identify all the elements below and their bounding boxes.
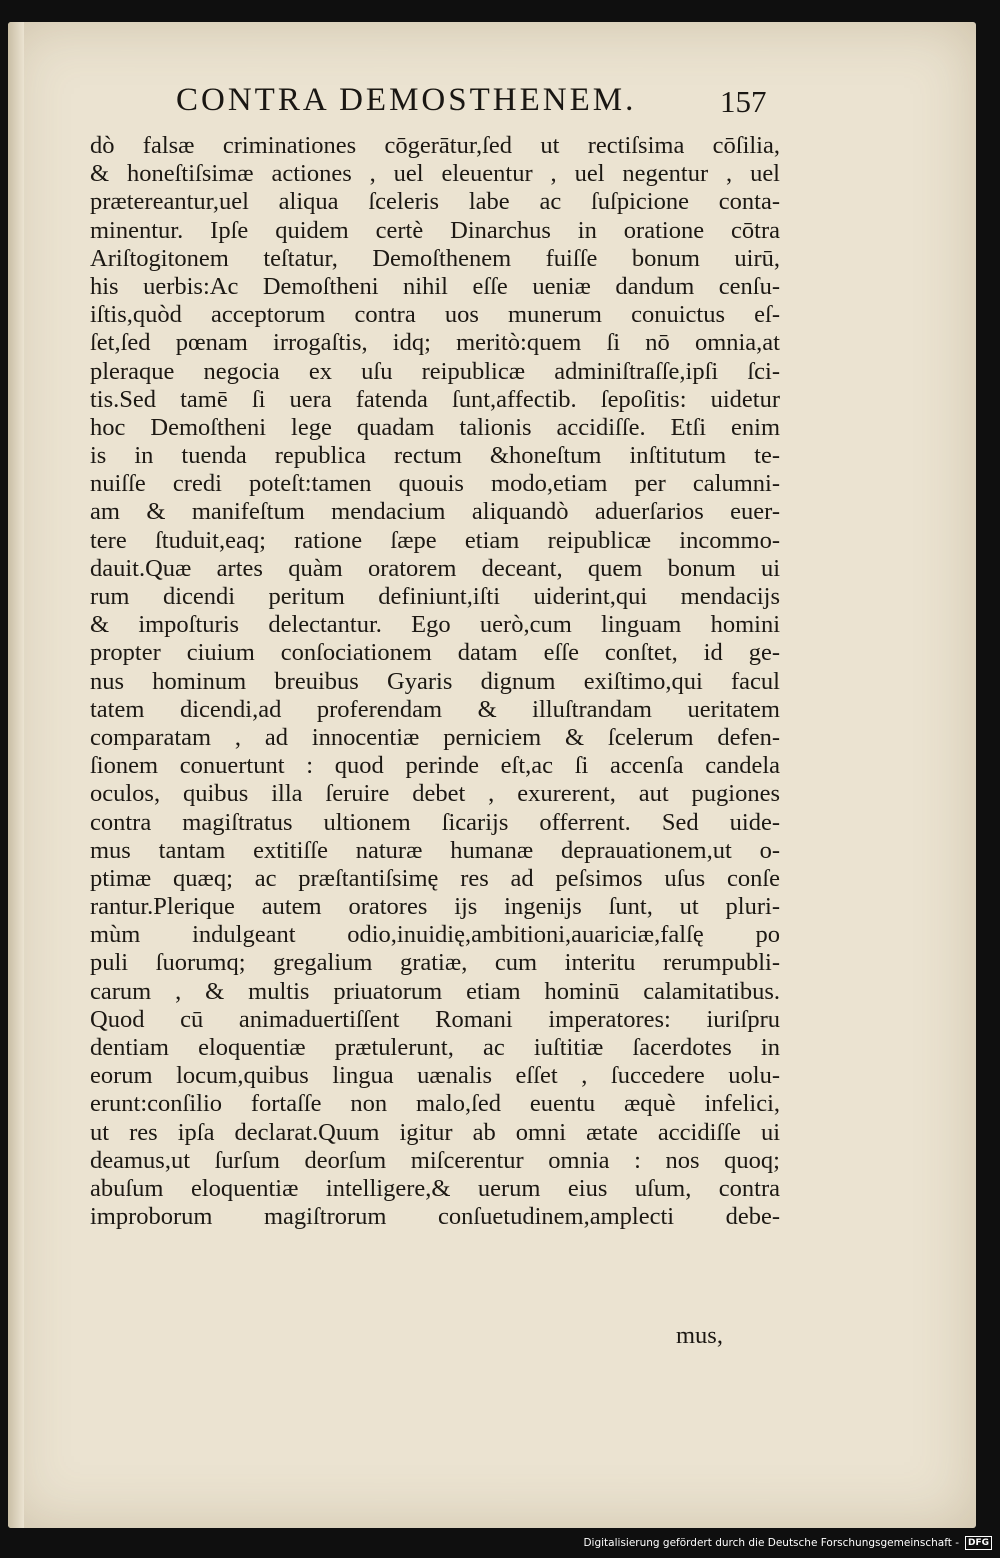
- text-line: oculos, quibus illa ſeruire debet , exurerent, aut pugiones: [90, 780, 780, 808]
- page-number: 157: [720, 84, 767, 119]
- text-line: dentiam eloquentiæ prætulerunt, ac iuſtitiæ ſacerdotes in: [90, 1034, 780, 1061]
- text-line: tis.Sed tamē ſi uera fatenda ſunt,affectib. ſepoſitis: uidetur: [90, 385, 780, 413]
- digitization-footer: [583, 1534, 992, 1552]
- dfg-logo-icon: DFG: [965, 1536, 992, 1550]
- text-line: nus hominum breuibus Gyaris dignum exiſtimo,qui facul: [90, 667, 780, 695]
- text-line: ptimæ quæq; ac præſtantiſsimę res ad peſsimos uſus conſe: [90, 864, 780, 892]
- text-line: pleraque negocia ex uſu reipublicæ adminiſtraſſe,ipſi ſci-: [90, 357, 780, 385]
- running-head: CONTRA DEMOSTHENEM.: [176, 82, 637, 118]
- text-line: abuſum eloquentiæ intelligere,& uerum eius uſum, contra: [90, 1174, 780, 1202]
- text-line: am & manifeſtum mendacium aliquandò aduerſarios euer-: [90, 498, 780, 526]
- text-line: propter ciuium conſociationem datam eſſe conſtet, id ge-: [90, 639, 780, 667]
- text-line: minentur. Ipſe quidem certè Dinarchus in oratione cōtra: [90, 216, 780, 244]
- text-line: & impoſturis delectantur. Ego uerò,cum linguam homini: [90, 611, 780, 639]
- text-line: his uerbis:Ac Demoſtheni nihil eſſe ueniæ dandum cenſu-: [90, 272, 780, 300]
- text-line: erunt:conſilio fortaſſe non malo,ſed euentu æquè infelici,: [90, 1090, 780, 1118]
- text-line: Quod cū animaduertiſſent Romani imperatores: iuriſpru: [90, 1005, 780, 1033]
- text-line: iſtis,quòd acceptorum contra uos munerum conuictus eſ-: [90, 301, 780, 329]
- text-line: Ariſtogitonem teſtatur, Demoſthenem fuiſſe bonum uirū,: [90, 244, 780, 272]
- text-line: eorum locum,quibus lingua uænalis eſſet , ſuccedere uolu-: [90, 1062, 780, 1090]
- text-line: nuiſſe credi poteſt:tamen quouis modo,etiam per calumni-: [90, 470, 780, 498]
- catchword: mus,: [676, 1322, 723, 1349]
- text-line: tatem dicendi,ad proferendam & illuſtrandam ueritatem: [90, 695, 780, 723]
- text-line: rum dicendi peritum definiunt,iſti uiderint,qui mendacijs: [90, 583, 780, 610]
- text-line: mus tantam extitiſſe naturæ humanæ deprauationem,ut o-: [90, 836, 780, 864]
- text-line: comparatam , ad innocentiæ perniciem & ſcelerum defen-: [90, 723, 780, 751]
- text-line: dò falsæ criminationes cōgerātur,ſed ut rectiſsima cōſilia,: [90, 132, 780, 159]
- text-line: is in tuenda republica rectum &honeſtum inſtitutum te-: [90, 442, 780, 470]
- body-text: [90, 132, 780, 1231]
- text-line: contra magiſtratus ultionem ſicarijs offerrent. Sed uide-: [90, 808, 780, 836]
- text-line: deamus,ut ſurſum deorſum miſcerentur omnia : nos quoq;: [90, 1146, 780, 1174]
- text-line: prætereantur,uel aliqua ſceleris labe ac ſuſpicione conta-: [90, 188, 780, 216]
- text-line: hoc Demoſtheni lege quadam talionis accidiſſe. Etſi enim: [90, 413, 780, 441]
- text-line: rantur.Plerique autem oratores ijs ingenijs ſunt, ut pluri-: [90, 893, 780, 921]
- text-line: improborum magiſtrorum conſuetudinem,amplecti debe-: [90, 1203, 780, 1231]
- text-line: ut res ipſa declarat.Quum igitur ab omni ætate accidiſſe ui: [90, 1118, 780, 1146]
- page-header: [168, 82, 768, 122]
- text-line: ſionem conuertunt : quod perinde eſt,ac ſi accenſa candela: [90, 752, 780, 780]
- text-line: & honeſtiſsimæ actiones , uel eleuentur , uel negentur , uel: [90, 160, 780, 188]
- funding-credit: Digitalisierung gefördert durch die Deutsche Forschungsgemeinschaft -: [583, 1537, 959, 1549]
- page-gutter-edge: [8, 22, 24, 1528]
- text-line: mùm indulgeant odio,inuidię,ambitioni,auariciæ,falſę po: [90, 921, 780, 949]
- text-line: puli ſuorumq; gregalium gratiæ, cum interitu rerumpubli-: [90, 949, 780, 977]
- book-page: [8, 22, 976, 1528]
- text-line: ſet,ſed pœnam irrogaſtis, idq; meritò:quem ſi nō omnia,at: [90, 329, 780, 357]
- text-line: dauit.Quæ artes quàm oratorem deceant, quem bonum ui: [90, 554, 780, 582]
- text-line: carum , & multis priuatorum etiam hominū calamitatibus.: [90, 977, 780, 1005]
- text-line: tere ſtuduit,eaq; ratione ſæpe etiam reipublicæ incommo-: [90, 526, 780, 554]
